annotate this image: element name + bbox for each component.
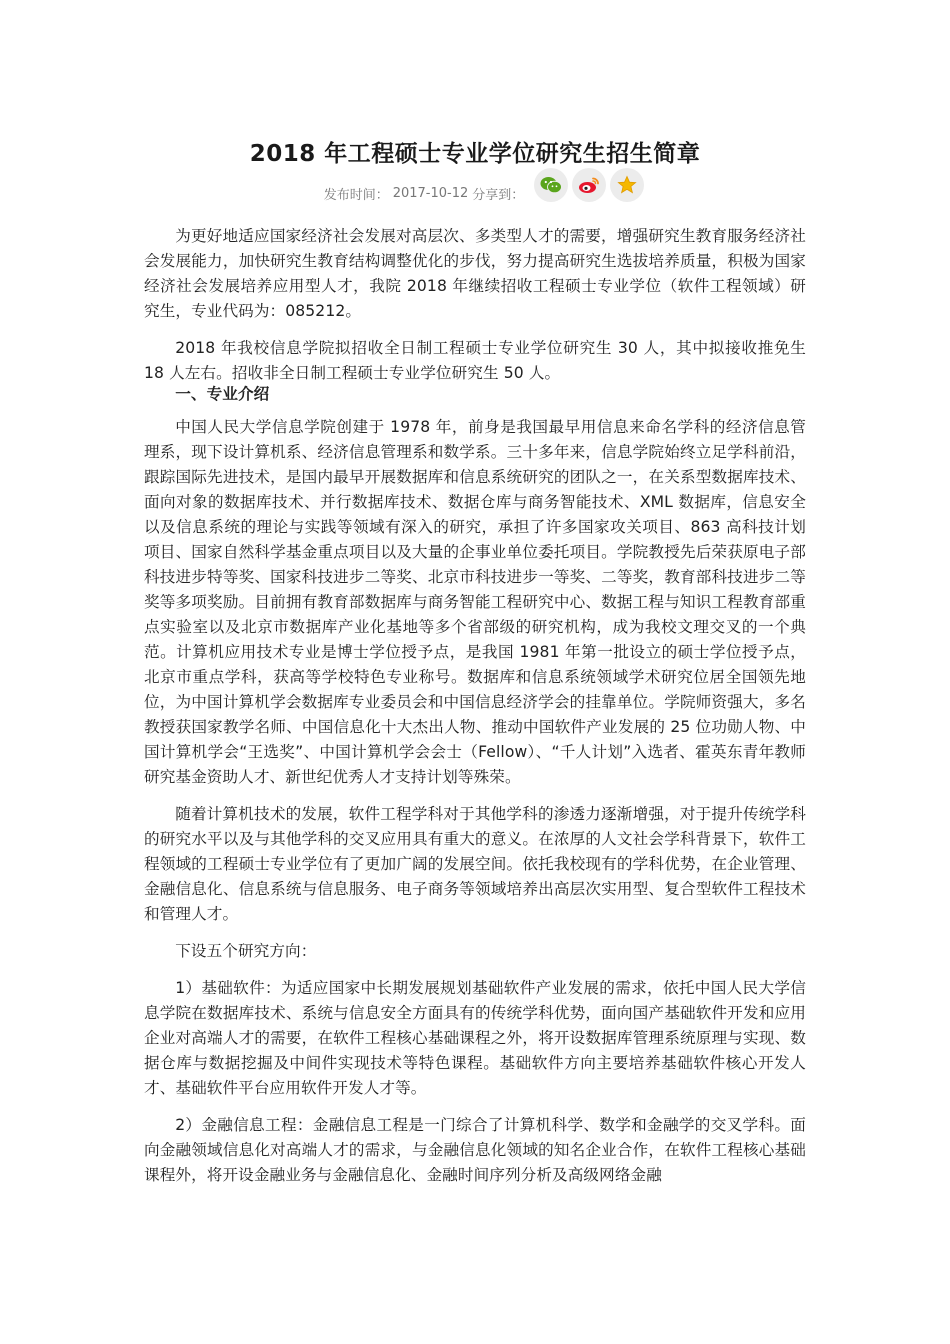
paragraph-intro: 为更好地适应国家经济社会发展对高层次、多类型人才的需要，增强研究生教育服务经济社会发展能力，加快研究生教育结构调整优化的步伐，努力提高研究生选拔培养质量，积极为国家经济社会发展培养应用型人才，我院 2018 年继续招收工程硕士专业学位（软件工程领域）研究生，专业代码为：085212。 (144, 227, 806, 320)
publish-date: 2017-10-12 (392, 185, 469, 201)
share-label: 分享到： (472, 187, 525, 203)
paragraph-direction-1: 1）基础软件：为适应国家中长期发展规划基础软件产业发展的需求，依托中国人民大学信息学院在数据库技术、系统与信息安全方面具有的传统学科优势，面向国产基础软件开发和应用企业对高端人才的需要，在软件工程核心基础课程之外，将开设数据库管理系统原理与实现、数据仓库与数据挖掘及中间件实现技术等特色课程。基础软件方向主要培养基础软件核心开发人才、基础软件平台应用软件开发人才等。 (144, 979, 806, 1097)
paragraph-enrollment: 2018 年我校信息学院拟招收全日制工程硕士专业学位研究生 30 人，其中拟接收推免生 18 人左右。招收非全日制工程硕士专业学位研究生 50 人。 (144, 339, 806, 382)
paragraph-directions-intro: 下设五个研究方向： (175, 942, 317, 960)
article-meta (144, 174, 806, 212)
publish-label: 发布时间： (323, 187, 389, 203)
section-heading-major-intro: 一、专业介绍 (175, 385, 270, 403)
page-title: 2018 年工程硕士专业学位研究生招生简章 (249, 141, 701, 167)
share-weibo-button[interactable] (572, 168, 606, 202)
share-favorite-button[interactable] (610, 168, 644, 202)
weibo-icon (578, 176, 600, 194)
paragraph-school-intro: 中国人民大学信息学院创建于 1978 年，前身是我国最早用信息来命名学科的经济信息管理系，现下设计算机系、经济信息管理系和数学系。三十多年来，信息学院始终立足学科前沿，跟踪国际先进技术，是国内最早开展数据库和信息系统研究的团队之一，在关系型数据库技术、面向对象的数据库技术、并行数据库技术、数据仓库与商务智能技术、XML 数据库，信息安全以及信息系统的理论与实践等领域有深入的研究，承担了许多国家攻关项目、863 高科技计划项目、国家自然科学基金重点项目以及大量的企事业单位委托项目。学院教授先后荣获原电子部科技进步特等奖、国家科技进步二等奖、北京市科技进步一等奖、二等奖，教育部科技进步二等奖等多项奖励。目前拥有教育部数据库与商务智能工程研究中心、数据工程与知识工程教育部重点实验室以及北京市数据库产业化基地等多个省部级的研究机构，成为我校文理交叉的一个典范。计算机应用技术专业是博士学位授予点，是我国 1981 年第一批设立的硕士学位授予点，北京市重点学科，获高等学校特色专业称号。数据库和信息系统领域学术研究位居全国领先地位，为中国计算机学会数据库专业委员会和中国信息经济学会的挂靠单位。学院师资强大，多名教授获国家教学名师、中国信息化十大杰出人物、推动中国软件产业发展的 25 位功勋人物、中国计算机学会“王选奖”、中国计算机学会会士（Fellow）、“千人计划”入选者、霍英东青年教师研究基金资助人才、新世纪优秀人才支持计划等殊荣。 (144, 418, 806, 786)
paragraph-direction-2: 2）金融信息工程：金融信息工程是一门综合了计算机科学、数学和金融学的交叉学科。面向金融领域信息化对高端人才的需求，与金融信息化领域的知名企业合作，在软件工程核心基础课程外，将开设金融业务与金融信息化、金融时间序列分析及高级网络金融 (144, 1116, 806, 1184)
share-wechat-button[interactable] (534, 168, 568, 202)
favorite-star-icon (617, 175, 637, 195)
wechat-icon (540, 176, 562, 194)
paragraph-development: 随着计算机技术的发展，软件工程学科对于其他学科的渗透力逐渐增强，对于提升传统学科的研究水平以及与其他学科的交叉应用具有重大的意义。在浓厚的人文社会学科背景下，软件工程领域的工程硕士专业学位有了更加广阔的发展空间。依托我校现有的学科优势，在企业管理、金融信息化、信息系统与信息服务、电子商务等领域培养出高层次实用型、复合型软件工程技术和管理人才。 (144, 805, 806, 923)
article (144, 128, 806, 1200)
share-icons (534, 168, 648, 202)
